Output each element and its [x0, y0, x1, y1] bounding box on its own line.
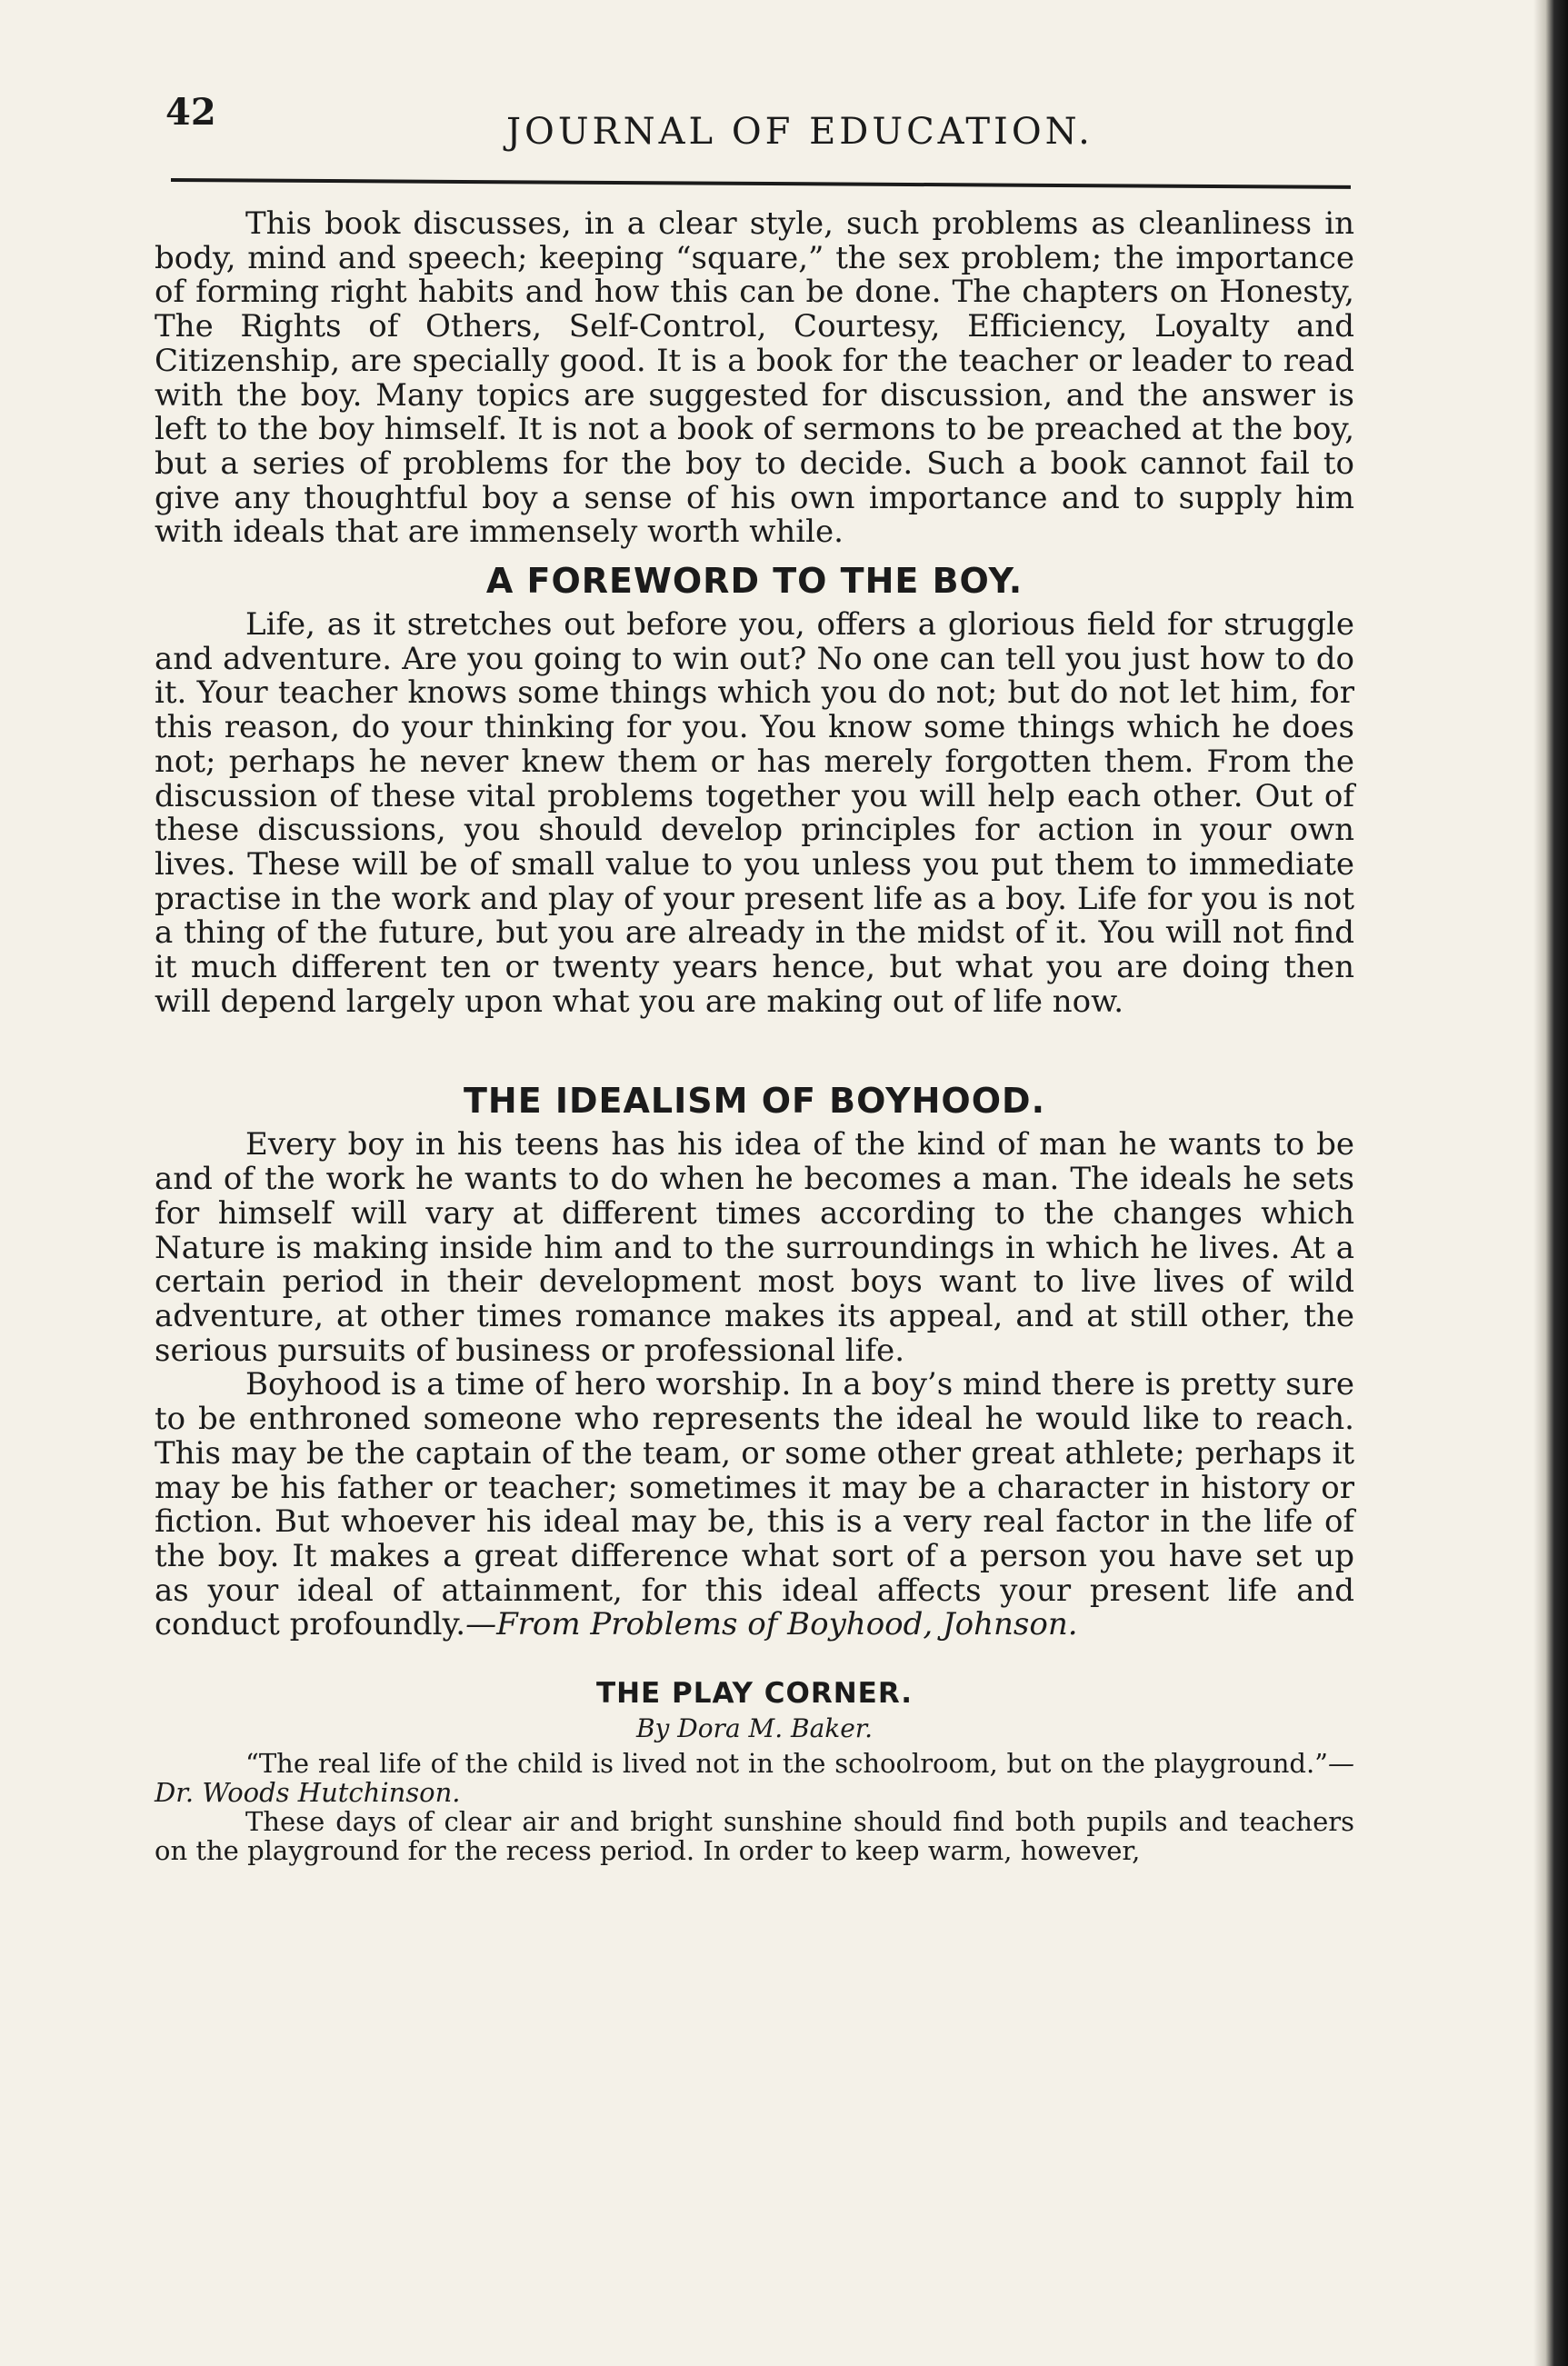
running-title: JOURNAL OF EDUCATION.: [506, 111, 1094, 153]
play-corner-byline: By Dora M. Baker.: [635, 1713, 874, 1744]
intro-paragraph: This book discusses, in a clear style, such problems as cleanliness in body, mind and speech; keeping “square,” the sex problem; the importance of forming right habits and how this can be done. The chapters on Honesty, The Rights of Others, Self-Control, Courtesy, Efficiency, Loyalty and Citizenship, are specially good. It is a book for the teacher or leader to read with the boy. Many topics are suggested for discussion, and the answer is left to the boy himself. It is not a book of sermons to be preached at the boy, but a series of problems for the boy to decide. Such a book cannot fail to give any thoughtful boy a sense of his own importance and to supply him with ideals that are immensely worth while.: [155, 205, 1354, 551]
foreword-paragraph: Life, as it stretches out before you, offers a glorious field for struggle and adventure. Are you going to win out? No one can tell you just how to do it. Your teacher knows some things which you do not; but do not let him, for this reason, do your thinking for you. You know some things which he does not; perhaps he never knew them or has merely forgotten them. From the discussion of these vital problems together you will help each other. Out of these discussions, you should develop principles for action in your own lives. These will be of small value to you unless you put them to immediate practise in the work and play of your present life as a boy. Life for you is not a thing of the future, but you are already in the midst of it. You will not find it much different ten or twenty years hence, but what you are doing then will depend largely upon what you are making out of life now.: [155, 606, 1354, 1020]
page-header: [165, 91, 1347, 164]
idealism-attribution: —From Problems of Boyhood, Johnson.: [465, 1606, 1078, 1643]
idealism-paragraph-2-text: Boyhood is a time of hero worship. In a boy’s mind there is pretty sure to be enthroned someone who represents the ideal he would like to reach. This may be the captain of the team, or some other great athlete; perhaps it may be his father or teacher; sometimes it may be a character in history or fiction. But whoever his ideal may be, this is a very real factor in the life of the boy. It makes a great difference what sort of a person you have set up as your ideal of attainment, for this ideal affects your present life and conduct profoundly.: [155, 1366, 1354, 1643]
section-gap: [155, 1019, 1354, 1070]
play-corner-heading: THE PLAY CORNER.: [595, 1677, 914, 1711]
idealism-paragraph-1: Every boy in his teens has his idea of the kind of man he wants to be and of the work he wants to do when he becomes a man. The ideals he sets for himself will vary at different times according to the changes which Nature is making inside him and to the surroundings in which he lives. At a certain period in their development most boys want to live lives of wild adventure, at other times romance makes its appeal, and at still other, the serious pursuits of business or professional life.: [155, 1126, 1354, 1369]
page-number: 42: [165, 91, 216, 134]
play-corner-paragraph: These days of clear air and bright sunshine should find both pupils and teachers on the playground for the recess period. In order to keep warm, however,: [155, 1806, 1354, 1867]
page-content: [155, 207, 1354, 1865]
idealism-heading: THE IDEALISM OF BOYHOOD.: [463, 1081, 1046, 1122]
play-corner-quote-text: “The real life of the child is lived not in the schoolroom, but on the playground.”: [245, 1748, 1328, 1780]
page-binding-edge: [1533, 0, 1568, 2366]
header-rule: [171, 178, 1351, 189]
play-corner-quote: [155, 1749, 1354, 1807]
idealism-paragraph-2: [155, 1368, 1354, 1642]
foreword-heading: A FOREWORD TO THE BOY.: [485, 561, 1024, 602]
play-corner-quote-attribution: —Dr. Woods Hutchinson.: [155, 1748, 1354, 1809]
